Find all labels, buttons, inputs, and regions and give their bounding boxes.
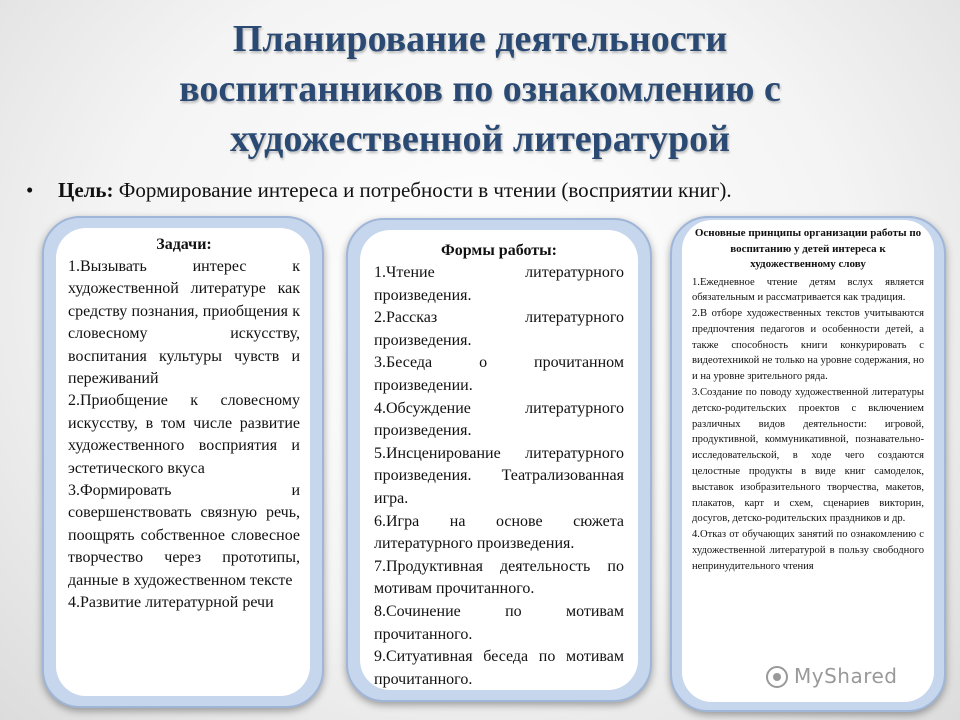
slide-title-line-2: воспитанников по ознакомлению с xyxy=(179,68,781,110)
tasks-list xyxy=(68,256,300,615)
form-item: 7.Продуктивная деятельность по мотивам прочитанного. xyxy=(374,557,624,598)
task-item: 1.Вызывать интерес к художественной литературе как средству познания, приобщения к словесному искусству, воспитания культуры чувств и переживаний xyxy=(68,258,300,388)
task-item: 3.Формировать и совершенствовать связную речь, поощрять собственное словесное творчество через прототипы, данные в художественном тексте xyxy=(68,482,300,589)
form-item: 4.Обсуждение литературного произведения. xyxy=(374,399,624,440)
principle-item: 3.Создание по поводу художественной литературы детско-родительских проектов с включением различных видов деятельности: игровой, продуктивной, коммуникативной, познавательно-исследовательской, в ходе чего создаются целостные продукты в виде книг самоделок, выставок изобразительного творчества, макетов, плакатов, карт и схем, сценариев викторин, досугов, детско-родительских праздников и др. xyxy=(692,387,924,525)
tasks-heading: Задачи: xyxy=(156,236,212,253)
form-item: 6.Игра на основе сюжета литературного произведения. xyxy=(374,512,624,553)
forms-panel-content xyxy=(360,230,638,690)
watermark-text: MyShared xyxy=(794,664,898,688)
principles-list xyxy=(692,275,924,575)
form-item: 8.Сочинение по мотивам прочитанного. xyxy=(374,602,624,643)
task-item: 4.Развитие литературной речи xyxy=(68,594,274,612)
form-item: 2.Рассказ литературного произведения. xyxy=(374,309,624,349)
form-item: 5.Инсценирование литературного произведения. Театрализованная игра. xyxy=(374,444,624,507)
bullet-icon: • xyxy=(26,178,34,202)
form-item: 9.Ситуативная беседа по мотивам прочитанного. xyxy=(374,648,624,688)
myshared-logo-icon xyxy=(766,666,788,688)
form-item: 1.Чтение литературного произведения. xyxy=(374,264,624,304)
tasks-panel-content xyxy=(56,228,310,696)
slide-title xyxy=(40,14,920,164)
forms-heading: Формы работы: xyxy=(441,242,557,259)
principles-heading: Основные принципы организации работы по воспитанию у детей интереса к художественному слову xyxy=(694,227,922,270)
myshared-watermark xyxy=(766,664,898,688)
forms-panel xyxy=(346,218,652,702)
principles-panel xyxy=(670,216,946,712)
slide-title-line-3: художественной литературой xyxy=(229,118,730,160)
task-item: 2.Приобщение к словесному искусству, в том числе развитие художественного восприятия и эстетического вкуса xyxy=(68,392,300,477)
goal-statement xyxy=(26,176,946,204)
goal-label: Цель: xyxy=(58,178,114,202)
tasks-panel xyxy=(42,216,324,708)
principle-item: 4.Отказ от обучающих занятий по ознакомлению с художественной литературой в пользу свободного непринудительного чтения xyxy=(692,529,924,572)
form-item: 3.Беседа о прочитанном произведении. xyxy=(374,354,624,394)
principles-panel-content xyxy=(682,220,934,702)
principle-item: 1.Ежедневное чтение детям вслух является обязательным и рассматривается как традиция. xyxy=(692,276,924,304)
forms-list xyxy=(374,262,624,691)
goal-text: Формирование интереса и потребности в чтении (восприятии книг). xyxy=(118,178,732,202)
principle-item: 2.В отборе художественных текстов учитываются предпочтения педагогов и особенности детей, а также способность книги конкурировать с видеотехникой не только на уровне содержания, но и на уровне зрительного ряда. xyxy=(692,308,924,383)
slide-title-line-1: Планирование деятельности xyxy=(232,18,728,60)
